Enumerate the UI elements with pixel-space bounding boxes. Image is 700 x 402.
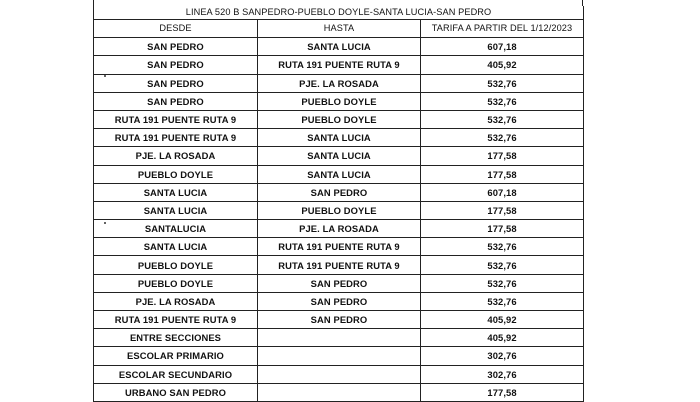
cell-desde: SANTA LUCIA (94, 201, 258, 219)
fare-sheet (93, 0, 583, 402)
table-row (94, 365, 584, 383)
table-row (94, 110, 584, 128)
cell-tarifa: 532,76 (421, 256, 584, 274)
cell-tarifa: 302,76 (421, 347, 584, 365)
table-row (94, 201, 584, 219)
cell-tarifa: 532,76 (421, 110, 584, 128)
header-desde: DESDE (94, 20, 258, 38)
table-row (94, 129, 584, 147)
cell-hasta: PUEBLO DOYLE (258, 92, 421, 110)
cell-hasta: SAN PEDRO (258, 292, 421, 310)
cell-tarifa: 532,76 (421, 74, 584, 92)
table-row (94, 238, 584, 256)
cell-tarifa: 302,76 (421, 365, 584, 383)
table-row (94, 92, 584, 110)
scan-speck (104, 75, 106, 77)
cell-tarifa: 177,58 (421, 165, 584, 183)
cell-tarifa: 177,58 (421, 220, 584, 238)
cell-desde: PUEBLO DOYLE (94, 274, 258, 292)
cell-desde: RUTA 191 PUENTE RUTA 9 (94, 110, 258, 128)
table-row (94, 383, 584, 401)
cell-hasta: RUTA 191 PUENTE RUTA 9 (258, 238, 421, 256)
cell-tarifa: 532,76 (421, 274, 584, 292)
cell-tarifa: 607,18 (421, 183, 584, 201)
scan-speck (104, 222, 106, 224)
cell-desde: SAN PEDRO (94, 92, 258, 110)
header-tarifa: TARIFA A PARTIR DEL 1/12/2023 (421, 20, 584, 38)
table-row (94, 311, 584, 329)
cell-hasta: SANTA LUCIA (258, 147, 421, 165)
cell-hasta (258, 347, 421, 365)
header-hasta: HASTA (258, 20, 421, 38)
header-row (94, 20, 584, 38)
cell-desde: ENTRE SECCIONES (94, 329, 258, 347)
cell-desde: ESCOLAR PRIMARIO (94, 347, 258, 365)
cell-hasta (258, 383, 421, 401)
cell-desde: RUTA 191 PUENTE RUTA 9 (94, 311, 258, 329)
cell-tarifa: 532,76 (421, 129, 584, 147)
table-row (94, 256, 584, 274)
cell-tarifa: 177,58 (421, 383, 584, 401)
cell-desde: SANTALUCIA (94, 220, 258, 238)
cell-hasta: SAN PEDRO (258, 183, 421, 201)
table-row (94, 56, 584, 74)
cell-hasta: PJE. LA ROSADA (258, 74, 421, 92)
cell-tarifa: 532,76 (421, 238, 584, 256)
cell-desde: PJE. LA ROSADA (94, 292, 258, 310)
cell-desde: PJE. LA ROSADA (94, 147, 258, 165)
cell-desde: PUEBLO DOYLE (94, 256, 258, 274)
table-row (94, 347, 584, 365)
cell-tarifa: 405,92 (421, 56, 584, 74)
cell-hasta: PJE. LA ROSADA (258, 220, 421, 238)
cell-desde: RUTA 191 PUENTE RUTA 9 (94, 129, 258, 147)
table-row (94, 74, 584, 92)
table-row (94, 165, 584, 183)
cell-desde: SAN PEDRO (94, 56, 258, 74)
cell-hasta: SANTA LUCIA (258, 38, 421, 56)
cell-tarifa: 405,92 (421, 311, 584, 329)
cell-desde: SANTA LUCIA (94, 183, 258, 201)
cell-tarifa: 177,58 (421, 147, 584, 165)
cell-hasta (258, 365, 421, 383)
table-row (94, 38, 584, 56)
table-row (94, 329, 584, 347)
cell-desde: SAN PEDRO (94, 38, 258, 56)
cell-hasta: RUTA 191 PUENTE RUTA 9 (258, 56, 421, 74)
cell-desde: PUEBLO DOYLE (94, 165, 258, 183)
table-title: LINEA 520 B SANPEDRO-PUEBLO DOYLE-SANTA LUCIA-SAN PEDRO (94, 6, 584, 20)
cell-desde: SAN PEDRO (94, 74, 258, 92)
fare-rows (94, 38, 584, 402)
cell-hasta: PUEBLO DOYLE (258, 201, 421, 219)
cell-hasta: RUTA 191 PUENTE RUTA 9 (258, 256, 421, 274)
cell-tarifa: 405,92 (421, 329, 584, 347)
cell-tarifa: 177,58 (421, 201, 584, 219)
cell-hasta: SAN PEDRO (258, 274, 421, 292)
cell-tarifa: 532,76 (421, 292, 584, 310)
table-row (94, 220, 584, 238)
cell-tarifa: 532,76 (421, 92, 584, 110)
cell-desde: ESCOLAR SECUNDARIO (94, 365, 258, 383)
cell-desde: URBANO SAN PEDRO (94, 383, 258, 401)
cell-tarifa: 607,18 (421, 38, 584, 56)
table-row (94, 274, 584, 292)
cell-desde: SANTA LUCIA (94, 238, 258, 256)
table-row (94, 183, 584, 201)
cell-hasta: PUEBLO DOYLE (258, 110, 421, 128)
table-row (94, 292, 584, 310)
cell-hasta: SANTA LUCIA (258, 165, 421, 183)
cell-hasta (258, 329, 421, 347)
cell-hasta: SAN PEDRO (258, 311, 421, 329)
fare-table (93, 6, 584, 402)
cell-hasta: SANTA LUCIA (258, 129, 421, 147)
title-row (94, 6, 584, 20)
table-row (94, 147, 584, 165)
